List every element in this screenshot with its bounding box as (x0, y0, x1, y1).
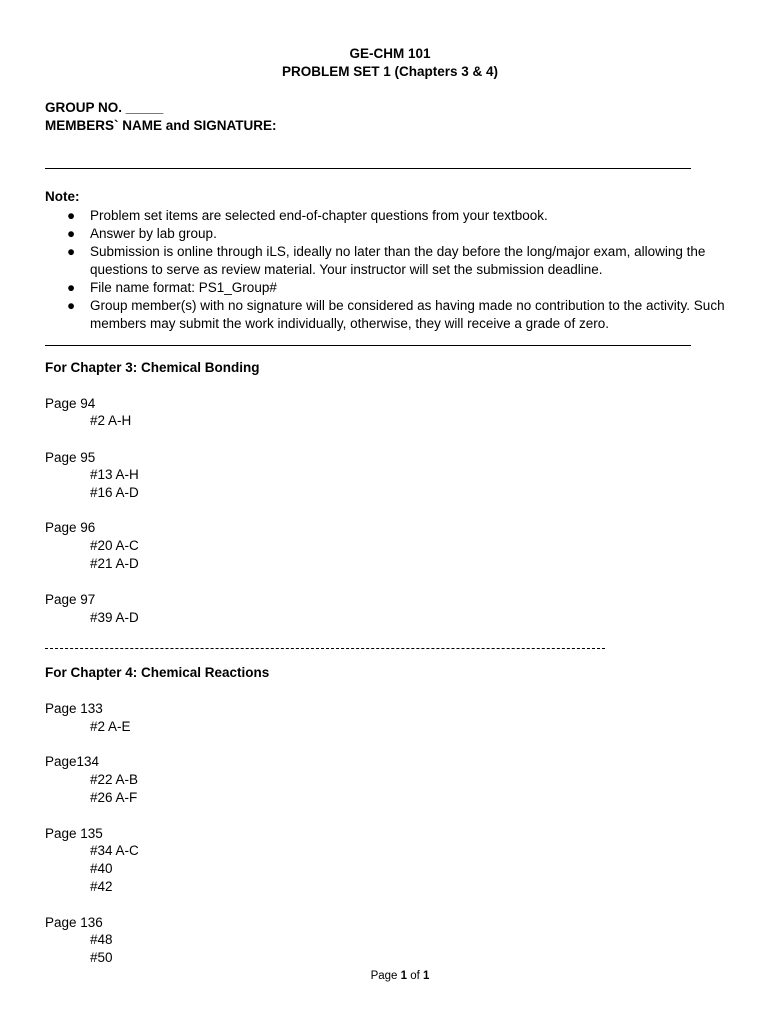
course-code: GE-CHM 101 (349, 46, 431, 61)
chapter4-page-label: Page 136 (45, 915, 103, 930)
note-list (45, 207, 725, 333)
chapter4-problem-item: #48 (90, 932, 113, 947)
note-divider (45, 345, 691, 346)
bullet-icon: ● (67, 226, 76, 241)
chapter4-problem-item: #22 A-B (90, 772, 139, 787)
chapter4-page-label: Page 135 (45, 826, 103, 841)
note-item (45, 207, 725, 225)
chapter3-page-label: Page 97 (45, 592, 96, 607)
members-label: MEMBERS` NAME and SIGNATURE: (45, 118, 277, 133)
bullet-icon: ● (67, 280, 76, 295)
footer-page-word: Page (370, 970, 398, 982)
note-text: File name format: PS1_Group# (90, 280, 277, 295)
chapter4-problem-item: #26 A-F (90, 790, 138, 805)
chapter3-problem-item: #16 A-D (90, 485, 139, 500)
note-item (45, 279, 725, 297)
signature-line (45, 168, 691, 169)
chapter3-page-label: Page 94 (45, 396, 96, 411)
chapter3-page-label: Page 96 (45, 520, 96, 535)
chapter4-page-label: Page134 (45, 754, 100, 769)
chapter4-problem-item: #2 A-E (90, 719, 131, 734)
footer-of-word: of (410, 970, 420, 982)
chapter4-problem-item: #50 (90, 950, 113, 965)
footer-current-page: 1 (400, 970, 408, 982)
note-item (45, 297, 725, 333)
chapter3-problem-item: #39 A-D (90, 610, 139, 625)
bullet-icon: ● (67, 244, 76, 259)
note-item (45, 225, 725, 243)
chapter4-problem-item: #40 (90, 861, 113, 876)
chapter3-problem-item: #21 A-D (90, 556, 139, 571)
chapter3-heading: For Chapter 3: Chemical Bonding (45, 360, 260, 375)
chapter-divider (45, 648, 605, 649)
note-item (45, 243, 725, 279)
title-block (0, 45, 768, 81)
bullet-icon: ● (67, 298, 76, 313)
chapter4-problem-item: #34 A-C (90, 843, 139, 858)
note-text: Submission is online through iLS, ideally no later than the day before the long/major exam, allowing the questions to serve as review material. Your instructor will set the submission deadline. (90, 244, 706, 277)
note-text: Group member(s) with no signature will be considered as having made no contribution to the activity. Such members may submit the work individually, otherwise, they will receive a grade of zero. (90, 298, 725, 331)
chapter3-problem-item: #2 A-H (90, 413, 132, 428)
chapter3-page-label: Page 95 (45, 450, 96, 465)
footer-total-pages: 1 (423, 970, 430, 982)
page-footer (0, 970, 768, 982)
note-label: Note: (45, 189, 80, 204)
chapter3-problem-item: #13 A-H (90, 467, 139, 482)
chapter4-problem-item: #42 (90, 879, 113, 894)
chapter3-problem-item: #20 A-C (90, 538, 139, 553)
chapter4-heading: For Chapter 4: Chemical Reactions (45, 665, 270, 680)
note-text: Problem set items are selected end-of-chapter questions from your textbook. (90, 208, 548, 223)
note-text: Answer by lab group. (90, 226, 217, 241)
problem-set-title: PROBLEM SET 1 (Chapters 3 & 4) (281, 64, 499, 79)
group-number-field: GROUP NO. _____ (45, 100, 164, 115)
bullet-icon: ● (67, 208, 76, 223)
chapter4-page-label: Page 133 (45, 701, 103, 716)
